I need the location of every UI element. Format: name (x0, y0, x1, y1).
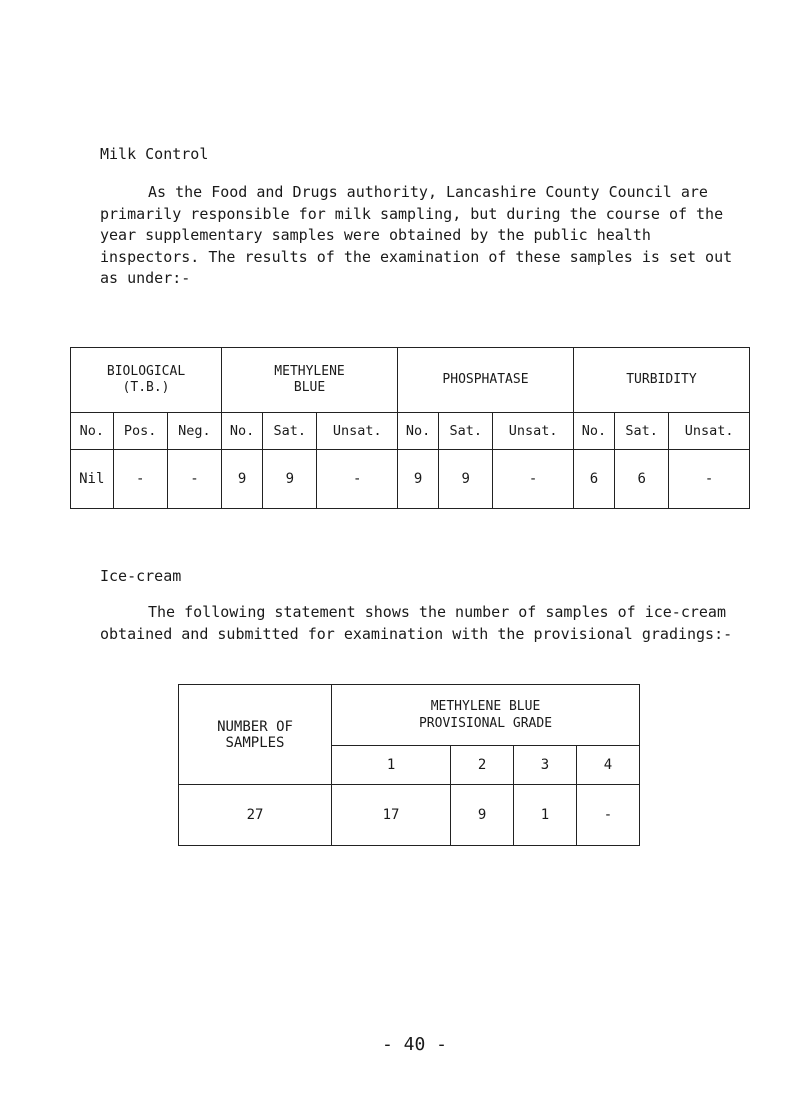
value-cell: 9 (398, 450, 439, 509)
header-phosphatase: PHOSPHATASE (398, 348, 574, 413)
milk-control-heading: Milk Control (100, 145, 209, 163)
subheader-cell: Sat. (263, 413, 317, 450)
value-cell: 9 (451, 785, 514, 846)
value-cell: 9 (222, 450, 263, 509)
ice-cream-paragraph-text: The following statement shows the number of samples of ice-cream obtained and submitted for examination with the provisional gradings:- (100, 603, 733, 643)
value-cell: 27 (179, 785, 332, 846)
value-cell: Nil (71, 450, 114, 509)
subheader-cell: Neg. (167, 413, 221, 450)
header-biological: BIOLOGICAL (T.B.) (71, 348, 222, 413)
header-turbidity: TURBIDITY (573, 348, 749, 413)
header-methylene-blue: METHYLENE BLUE (222, 348, 398, 413)
ice-cream-heading: Ice-cream (100, 567, 182, 585)
subheader-cell: Sat. (615, 413, 669, 450)
value-cell: 6 (573, 450, 614, 509)
subheader-cell: No. (398, 413, 439, 450)
header-provisional-grade: METHYLENE BLUE PROVISIONAL GRADE (332, 685, 640, 746)
value-cell: - (493, 450, 574, 509)
value-cell: - (576, 785, 639, 846)
milk-control-paragraph-text: As the Food and Drugs authority, Lancashire County Council are primarily responsible for milk sampling, but during the course of the year supplementary samples were obtained by the public health inspectors. The results of the examination of these samples is set out as under:- (100, 183, 733, 287)
grade-cell: 2 (451, 746, 514, 785)
grade-cell: 3 (514, 746, 577, 785)
ice-cream-table (178, 684, 640, 846)
milk-results-table (70, 347, 750, 509)
subheader-cell: No. (222, 413, 263, 450)
subheader-cell: Unsat. (493, 413, 574, 450)
value-cell: 9 (439, 450, 493, 509)
subheader-cell: Pos. (113, 413, 167, 450)
ice-cream-paragraph (100, 602, 740, 645)
subheader-cell: Unsat. (317, 413, 398, 450)
page-number: - 40 - (382, 1034, 448, 1055)
value-cell: 9 (263, 450, 317, 509)
grade-cell: 4 (576, 746, 639, 785)
value-cell: - (669, 450, 750, 509)
milk-control-paragraph (100, 182, 740, 290)
value-cell: 17 (332, 785, 451, 846)
subheader-cell: Sat. (439, 413, 493, 450)
grade-cell: 1 (332, 746, 451, 785)
header-number-of-samples: NUMBER OF SAMPLES (179, 685, 332, 785)
value-cell: 6 (615, 450, 669, 509)
value-cell: - (317, 450, 398, 509)
value-cell: 1 (514, 785, 577, 846)
value-cell: - (113, 450, 167, 509)
subheader-cell: No. (573, 413, 614, 450)
subheader-cell: No. (71, 413, 114, 450)
value-cell: - (167, 450, 221, 509)
subheader-cell: Unsat. (669, 413, 750, 450)
